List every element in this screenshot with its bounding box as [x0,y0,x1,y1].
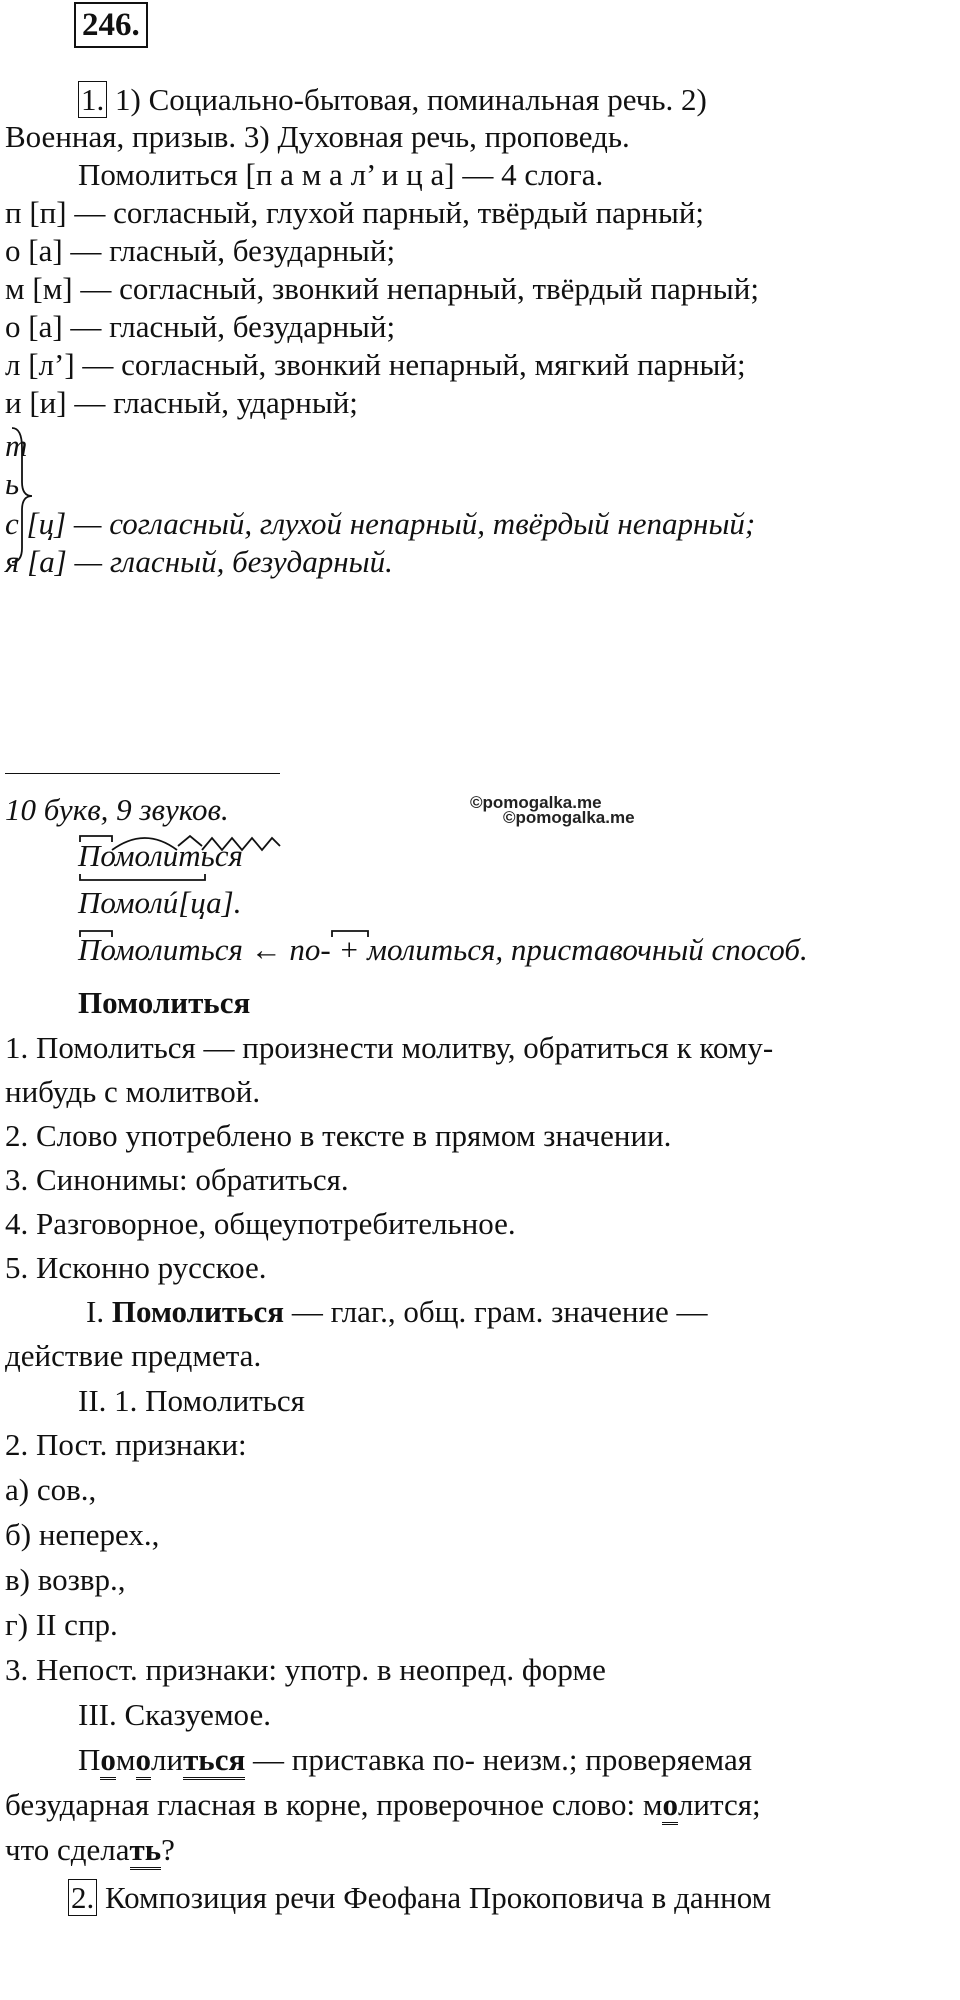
phonetic-line: м [м] — согласный, звонкий непарный, твёрдый парный; [5,271,759,306]
brace-letter: ь [5,466,20,501]
spelling-orthogram: о [136,1742,152,1780]
morph-feature: а) сов., [5,1472,97,1507]
spelling-text: ? [161,1832,175,1867]
item-number-box: 1. [78,81,107,118]
morph-word: Помолиться [111,1294,285,1329]
phonetic-line: о [а] — гласный, безударный; [5,233,396,268]
spelling-orthogram: ться [183,1742,245,1780]
spelling-orthogram: о [662,1787,678,1825]
exercise-number: 246. [74,2,148,48]
derivation-mark-right [332,931,368,937]
derivation-base: молиться ← [114,932,290,967]
spelling-letter: м [115,1742,136,1777]
spelling-orthogram: ть [130,1832,162,1870]
item-number-box: 2. [68,1879,97,1916]
morph-i-line-2: действие предмета. [5,1338,262,1373]
phonetic-header: Помолиться [п а м а л’ и ц а] — 4 слога. [78,157,604,192]
phonetic-line: о [а] — гласный, безударный; [5,309,396,344]
lexical-item: 4. Разговорное, общеупотребительное. [5,1206,516,1241]
stem-mark [80,874,205,880]
lexical-item: нибудь с молитвой. [5,1074,261,1109]
derivation-mark-left [80,931,112,937]
phonetic-c-description: [ц] — согласный, глухой непарный, твёрдый непарный; [18,506,756,541]
paragraph-2-line-1 [68,1878,771,1918]
phonetic-line: л [л’] — согласный, звонкий непарный, мягкий парный; [5,347,746,382]
spelling-line-1 [78,1740,752,1780]
spelling-text: что сдела [5,1832,130,1867]
syllable-word: Помолú[ца]. [78,885,242,920]
spelling-letter: ли [151,1742,184,1777]
prefix-mark [80,836,112,842]
spelling-text: лится; [677,1787,761,1822]
derivation-source-prefix: по [289,932,321,967]
spelling-orthogram: о [100,1742,116,1780]
brace-letter: с [5,506,19,541]
watermark: ©pomogalka.me [470,793,602,812]
paragraph-2-text: Композиция речи Феофана Прокоповича в данном [97,1880,772,1915]
derivation-rest: - + молиться, приставочный способ. [320,932,808,967]
spelling-text: безударная гласная в корне, проверочное слово: м [5,1787,663,1822]
morpheme-brace [12,428,32,562]
lexical-item: 2. Слово употреблено в тексте в прямом значении. [5,1118,672,1153]
lexical-item: 1. Помолиться — произнести молитву, обратиться к кому- [5,1030,774,1065]
root-mark [112,838,177,850]
suffix-mark [178,836,202,846]
derivation-prefix: По [78,932,115,967]
morph-feature: 2. Пост. признаки: [5,1427,247,1462]
roman-numeral: I. [86,1294,112,1329]
paragraph-1-line-2: Военная, призыв. 3) Духовная речь, проповедь. [5,119,630,154]
morph-i-rest: — глаг., общ. грам. значение — [284,1294,708,1329]
morph-feature: б) неперех., [5,1517,160,1552]
phonetic-line: п [п] — согласный, глухой парный, твёрдый парный; [5,195,705,230]
paragraph-1-text: 1) Социально-бытовая, поминальная речь. 2) [107,82,707,117]
brace-letter: т [5,428,28,463]
letters-sounds-total: 10 букв, 9 звуков. [5,792,229,827]
morph-feature: в) возвр., [5,1562,126,1597]
ending-mark [202,838,280,850]
spelling-line-2 [5,1785,761,1825]
morph-iii-line: III. Сказуемое. [78,1697,271,1732]
phonetic-line: и [и] — гласный, ударный; [5,385,358,420]
spelling-line-3 [5,1830,175,1870]
morpheme-word: Помолиться [78,838,243,873]
morph-ii-line: II. 1. Помолиться [78,1383,305,1418]
watermark: ©pomogalka.me [503,808,635,827]
lexical-title: Помолиться [78,985,251,1020]
phonetic-line-ya: я [а] — гласный, безударный. [5,544,393,579]
morph-i-line [86,1292,708,1332]
morph-feature: г) II спр. [5,1607,118,1642]
lexical-item: 5. Исконно русское. [5,1250,267,1285]
spelling-letter: П [78,1742,101,1777]
spelling-rest: — приставка по- неизм.; проверяемая [245,1742,752,1777]
lexical-item: 3. Синонимы: обратиться. [5,1162,349,1197]
morph-feature: 3. Непост. признаки: употр. в неопред. форме [5,1652,606,1687]
